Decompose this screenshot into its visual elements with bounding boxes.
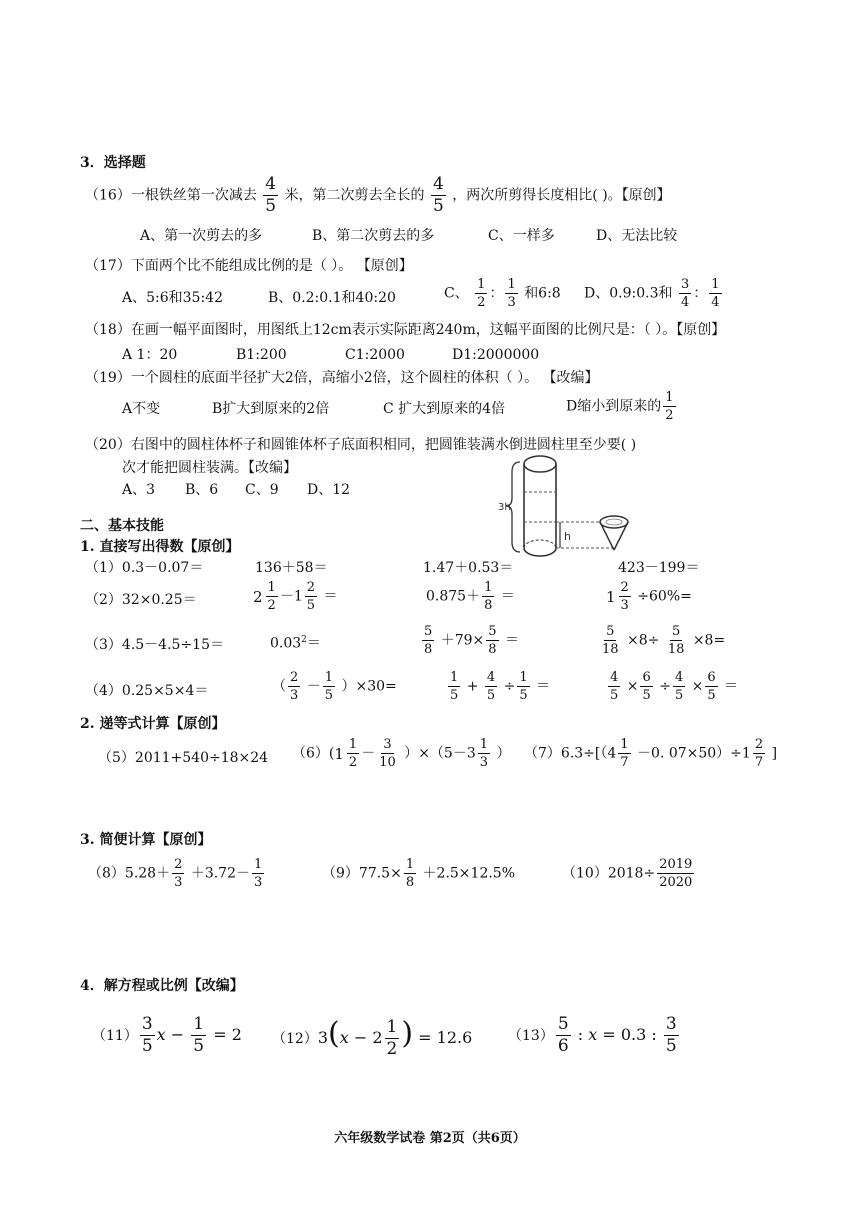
question-20-line-1: （20）右图中的圆柱体杯子和圆锥体杯子底面积相同，把圆锥装满水倒进圆柱里至少要( ) bbox=[85, 437, 637, 453]
problem-6: （6）( 1 $\frac{1}{2}$ － $\frac{3}{10}$ ）×（5－3 $\frac{1}{3}$ ） bbox=[292, 737, 511, 770]
part-2-title: 二、基本技能 bbox=[80, 518, 164, 534]
question-20-line-2: 次才能把圆柱装满。【改编】 bbox=[122, 460, 297, 476]
q17-c-fraction-2: $\frac{1}{3}$ bbox=[507, 277, 516, 310]
question-19: （19）一个圆柱的底面半径扩大2倍，高缩小2倍，这个圆柱的体积（ ）。 【改编】 bbox=[85, 370, 599, 386]
calc-3d: $\frac{5}{18}$ ×8÷ $\frac{5}{18}$ ×8= bbox=[602, 624, 726, 657]
calc-4c: $\frac{1}{5}$ + $\frac{4}{5}$ ÷ $\frac{1}{5}$ ＝ bbox=[450, 670, 551, 703]
q17-option-c: C、 $\frac{1}{2}$ ： $\frac{1}{3}$ 和6:8 bbox=[444, 277, 561, 310]
problem-5: （5）2011+540÷18×24 bbox=[98, 750, 269, 766]
page-footer: 六年级数学试卷 第2页（共6页） bbox=[334, 1131, 526, 1146]
question-17: （17）下面两个比不能组成比例的是（ ）。 【原创】 bbox=[85, 258, 413, 274]
q20-option-a: A、3 bbox=[122, 482, 156, 498]
q16-option-d: D、无法比较 bbox=[596, 228, 678, 244]
q19-option-d: D缩小到原来的 $\frac{1}{2}$ bbox=[566, 390, 674, 423]
calc-4d: $\frac{4}{5}$ × $\frac{6}{5}$ ÷ $\frac{4}{5}$ × $\frac{6}{5}$ ＝ bbox=[610, 670, 739, 703]
calc-3c: $\frac{5}{8}$ ＋79× $\frac{5}{8}$ ＝ bbox=[424, 624, 520, 657]
subsection-2-title: 2. 递等式计算【原创】 bbox=[80, 716, 226, 732]
problem-10: （10）2018÷ $\frac{2019}{2020}$ bbox=[562, 857, 693, 890]
calc-2d: 1 $\frac{2}{3}$ ÷60%= bbox=[606, 580, 692, 613]
q18-option-c: C1:2000 bbox=[345, 347, 405, 363]
problem-12: （12）3(x − 2 $\frac{1}{2}$ ) = 12.6 bbox=[272, 1016, 473, 1059]
q17-d-fraction-1: $\frac{3}{4}$ bbox=[680, 277, 690, 310]
calc-3b: $0.03^2=$ bbox=[270, 635, 321, 652]
calc-1a: （1）0.3－0.07＝ bbox=[85, 560, 204, 576]
cylinder-cone-figure bbox=[498, 452, 648, 570]
figure-label-3h: 3h bbox=[498, 502, 511, 513]
q16-fraction-1: $\frac{4}{5}$ bbox=[265, 174, 277, 216]
q16-text-b: 米，第二次剪去全长的 bbox=[284, 187, 425, 204]
q19-option-c: C 扩大到原来的4倍 bbox=[383, 401, 506, 417]
problem-8: （8）5.28＋ $\frac{2}{3}$ ＋3.72－ $\frac{1}{3}$ bbox=[88, 857, 263, 890]
figure-label-h: h bbox=[564, 530, 571, 543]
q20-option-c: C、9 bbox=[245, 482, 279, 498]
q16-text-c: ，两次所剪得长度相比( )。【原创】 bbox=[452, 187, 671, 204]
section-title-choice: 3．选择题 bbox=[80, 155, 146, 171]
subsection-4-title: 4．解方程或比例【改编】 bbox=[80, 978, 244, 994]
q19-option-a: A不变 bbox=[122, 401, 161, 417]
problem-9: （9）77.5× $\frac{1}{8}$ ＋2.5×12.5% bbox=[322, 857, 516, 890]
q18-option-b: B1:200 bbox=[236, 347, 287, 363]
q16-option-a: A、第一次剪去的多 bbox=[140, 228, 263, 244]
calc-4a: （4）0.25×5×4＝ bbox=[85, 683, 209, 699]
subsection-3-title: 3. 简便计算【原创】 bbox=[80, 832, 212, 848]
calc-1d: 423－199＝ bbox=[618, 560, 700, 576]
q16-option-b: B、第二次剪去的多 bbox=[312, 228, 435, 244]
q17-option-d: D、0.9:0.3和 $\frac{3}{4}$ ： $\frac{1}{4}$ bbox=[584, 277, 720, 310]
calc-4b: （ $\frac{2}{3}$ － $\frac{1}{5}$ ）×30= bbox=[272, 670, 397, 703]
q17-option-a: A、5:6和35:42 bbox=[122, 290, 223, 306]
q19-option-b: B扩大到原来的2倍 bbox=[212, 401, 330, 417]
q17-option-b: B、0.2:0.1和40:20 bbox=[268, 290, 396, 306]
subsection-1-title: 1. 直接写出得数【原创】 bbox=[80, 539, 240, 555]
q20-option-b: B、6 bbox=[185, 482, 219, 498]
q16-option-c: C、一样多 bbox=[488, 228, 555, 244]
calc-3a: （3）4.5－4.5÷15＝ bbox=[85, 637, 224, 653]
problem-13: （13） $\frac{5}{6}$ : x = 0.3 : $\frac{3}{5}$ bbox=[508, 1014, 677, 1056]
calc-1c: 1.47＋0.53＝ bbox=[423, 560, 514, 576]
q20-option-d: D、12 bbox=[307, 482, 351, 498]
q17-d-fraction-2: $\frac{1}{4}$ bbox=[711, 277, 720, 310]
question-18: （18）在画一幅平面图时，用图纸上12cm表示实际距离240m，这幅平面图的比例尺是：（ ）。【原创】 bbox=[85, 322, 726, 338]
q16-fraction-2: $\frac{4}{5}$ bbox=[433, 174, 444, 216]
q18-option-a: A 1：20 bbox=[122, 347, 178, 363]
calc-1b: 136＋58＝ bbox=[255, 560, 328, 576]
q18-option-d: D1:2000000 bbox=[452, 347, 540, 363]
q19-d-fraction: $\frac{1}{2}$ bbox=[665, 390, 674, 423]
calc-2c: 0.875＋ $\frac{1}{8}$ ＝ bbox=[426, 580, 515, 613]
problem-11: （11） $\frac{3}{5}$ x − $\frac{1}{5}$ = 2 bbox=[92, 1014, 242, 1056]
q17-c-fraction-1: $\frac{1}{2}$ bbox=[477, 277, 486, 310]
q16-text-a: （16）一根铁丝第一次减去 bbox=[85, 187, 257, 204]
calc-2b: 2 $\frac{1}{2}$ －1 $\frac{2}{5}$ ＝ bbox=[253, 580, 338, 613]
calc-2a: （2）32×0.25＝ bbox=[85, 592, 197, 608]
problem-7: （7）6.3÷[（4 $\frac{1}{7}$ －0. 07×50）÷1 $\frac{2}{7}$ ] bbox=[524, 737, 778, 770]
question-16 bbox=[85, 176, 671, 215]
